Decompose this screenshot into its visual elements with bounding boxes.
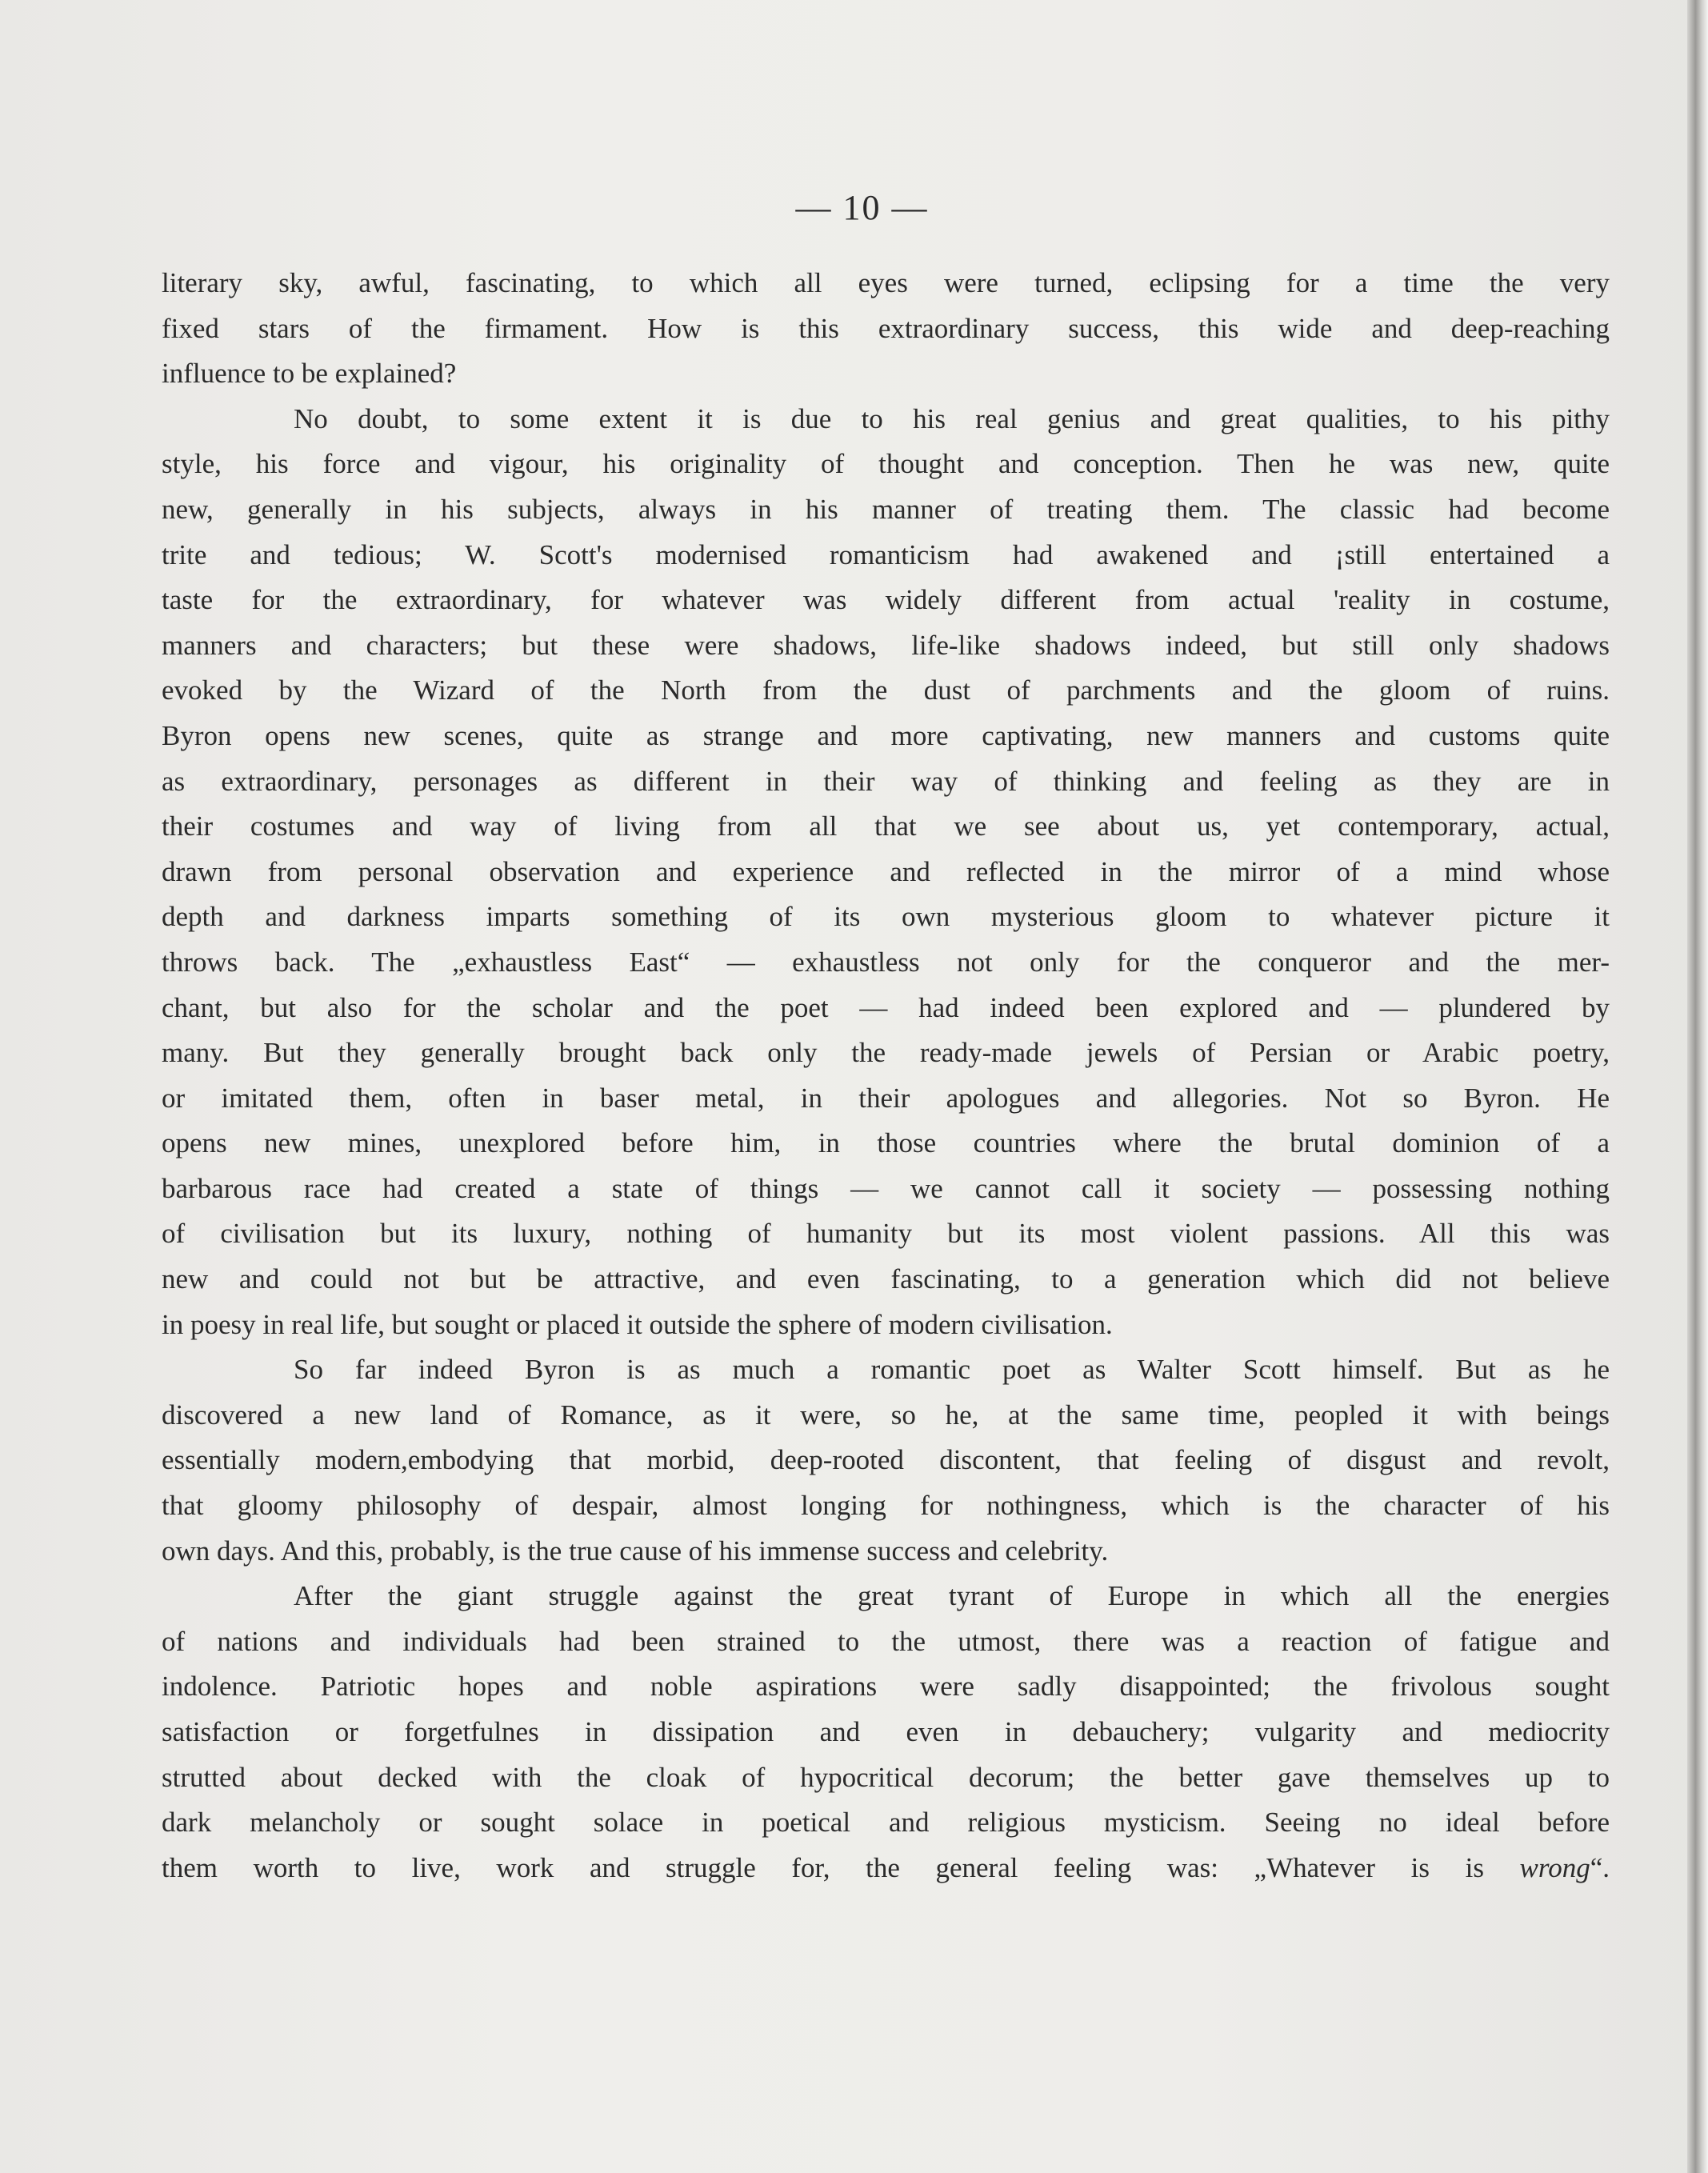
text-line: discovered a new land of Romance, as it were, so he, at the same time, peopled it with beings [162,1399,1610,1431]
text-line: After the giant struggle against the great tyrant of Europe in which all the energies [294,1580,1610,1612]
text-line: as extraordinary, personages as different in their way of thinking and feeling as they are in [162,765,1610,797]
text-line: Byron opens new scenes, quite as strange and more captivating, new manners and customs quite [162,719,1610,751]
text-line: fixed stars of the firmament. How is this extraordinary success, this wide and deep-reaching [162,312,1610,344]
text-line-final: them worth to live, work and struggle for, the general feeling was: „Whatever is is wrong“. [162,1851,1610,1883]
text-line: essentially modern,embodying that morbid, deep-rooted discontent, that feeling of disgust and revolt, [162,1444,1610,1476]
text-line: their costumes and way of living from all that we see about us, yet contemporary, actual, [162,810,1610,842]
text-line: opens new mines, unexplored before him, in those countries where the brutal dominion of a [162,1127,1610,1159]
body-text [162,261,1610,1891]
text-line: literary sky, awful, fascinating, to which all eyes were turned, eclipsing for a time the very [162,267,1610,298]
text-line: satisfaction or forgetfulnes in dissipation and even in debauchery; vulgarity and mediocrity [162,1716,1610,1747]
text-line: trite and tedious; W. Scott's modernised romanticism had awakened and ¡still entertained a [162,538,1610,570]
text-line: style, his force and vigour, his originality of thought and conception. Then he was new, quite [162,448,1610,480]
text-line: manners and characters; but these were shadows, life-like shadows indeed, but still only shadows [162,629,1610,661]
text-line: taste for the extraordinary, for whatever was widely different from actual 'reality in costume, [162,584,1610,616]
text-line: indolence. Patriotic hopes and noble aspirations were sadly disappointed; the frivolous sought [162,1671,1610,1703]
text-line: evoked by the Wizard of the North from the dust of parchments and the gloom of ruins. [162,674,1610,706]
text-line: that gloomy philosophy of despair, almost longing for nothingness, which is the character of his [162,1490,1610,1522]
text-line: many. But they generally brought back only the ready-made jewels of Persian or Arabic poetry, [162,1037,1610,1069]
text-line: influence to be explained? [162,358,457,390]
text-line: No doubt, to some extent it is due to his real genius and great qualities, to his pithy [294,402,1610,434]
text-line: barbarous race had created a state of things — we cannot call it society — possessing nothing [162,1172,1610,1204]
page-number: — 10 — [795,188,929,227]
text-line: of civilisation but its luxury, nothing of humanity but its most violent passions. All this was [162,1218,1610,1250]
text-line: drawn from personal observation and experience and reflected in the mirror of a mind whose [162,855,1610,887]
text-line: dark melancholy or sought solace in poetical and religious mysticism. Seeing no ideal before [162,1807,1610,1839]
emphasis-word: wrong [1519,1851,1590,1883]
page-binding-edge [1687,0,1708,2173]
text-line: in poesy in real life, but sought or placed it outside the sphere of modern civilisation. [162,1308,1113,1340]
text-line: chant, but also for the scholar and the poet — had indeed been explored and — plundered by [162,991,1610,1023]
text-line: new, generally in his subjects, always in his manner of treating them. The classic had become [162,493,1610,525]
text-line: strutted about decked with the cloak of hypocritical decorum; the better gave themselves up to [162,1761,1610,1793]
text-line: new and could not but be attractive, and even fascinating, to a generation which did not believe [162,1263,1610,1295]
text-line: throws back. The „exhaustless East“ — exhaustless not only for the conqueror and the mer- [162,946,1610,978]
text-line: of nations and individuals had been strained to the utmost, there was a reaction of fatigue and [162,1625,1610,1657]
text-line: depth and darkness imparts something of its own mysterious gloom to whatever picture it [162,901,1610,933]
text-line: So far indeed Byron is as much a romantic poet as Walter Scott himself. But as he [294,1354,1610,1386]
text-line: or imitated them, often in baser metal, in their apologues and allegories. Not so Byron. He [162,1082,1610,1114]
text-line: own days. And this, probably, is the true cause of his immense success and celebrity. [162,1535,1109,1567]
